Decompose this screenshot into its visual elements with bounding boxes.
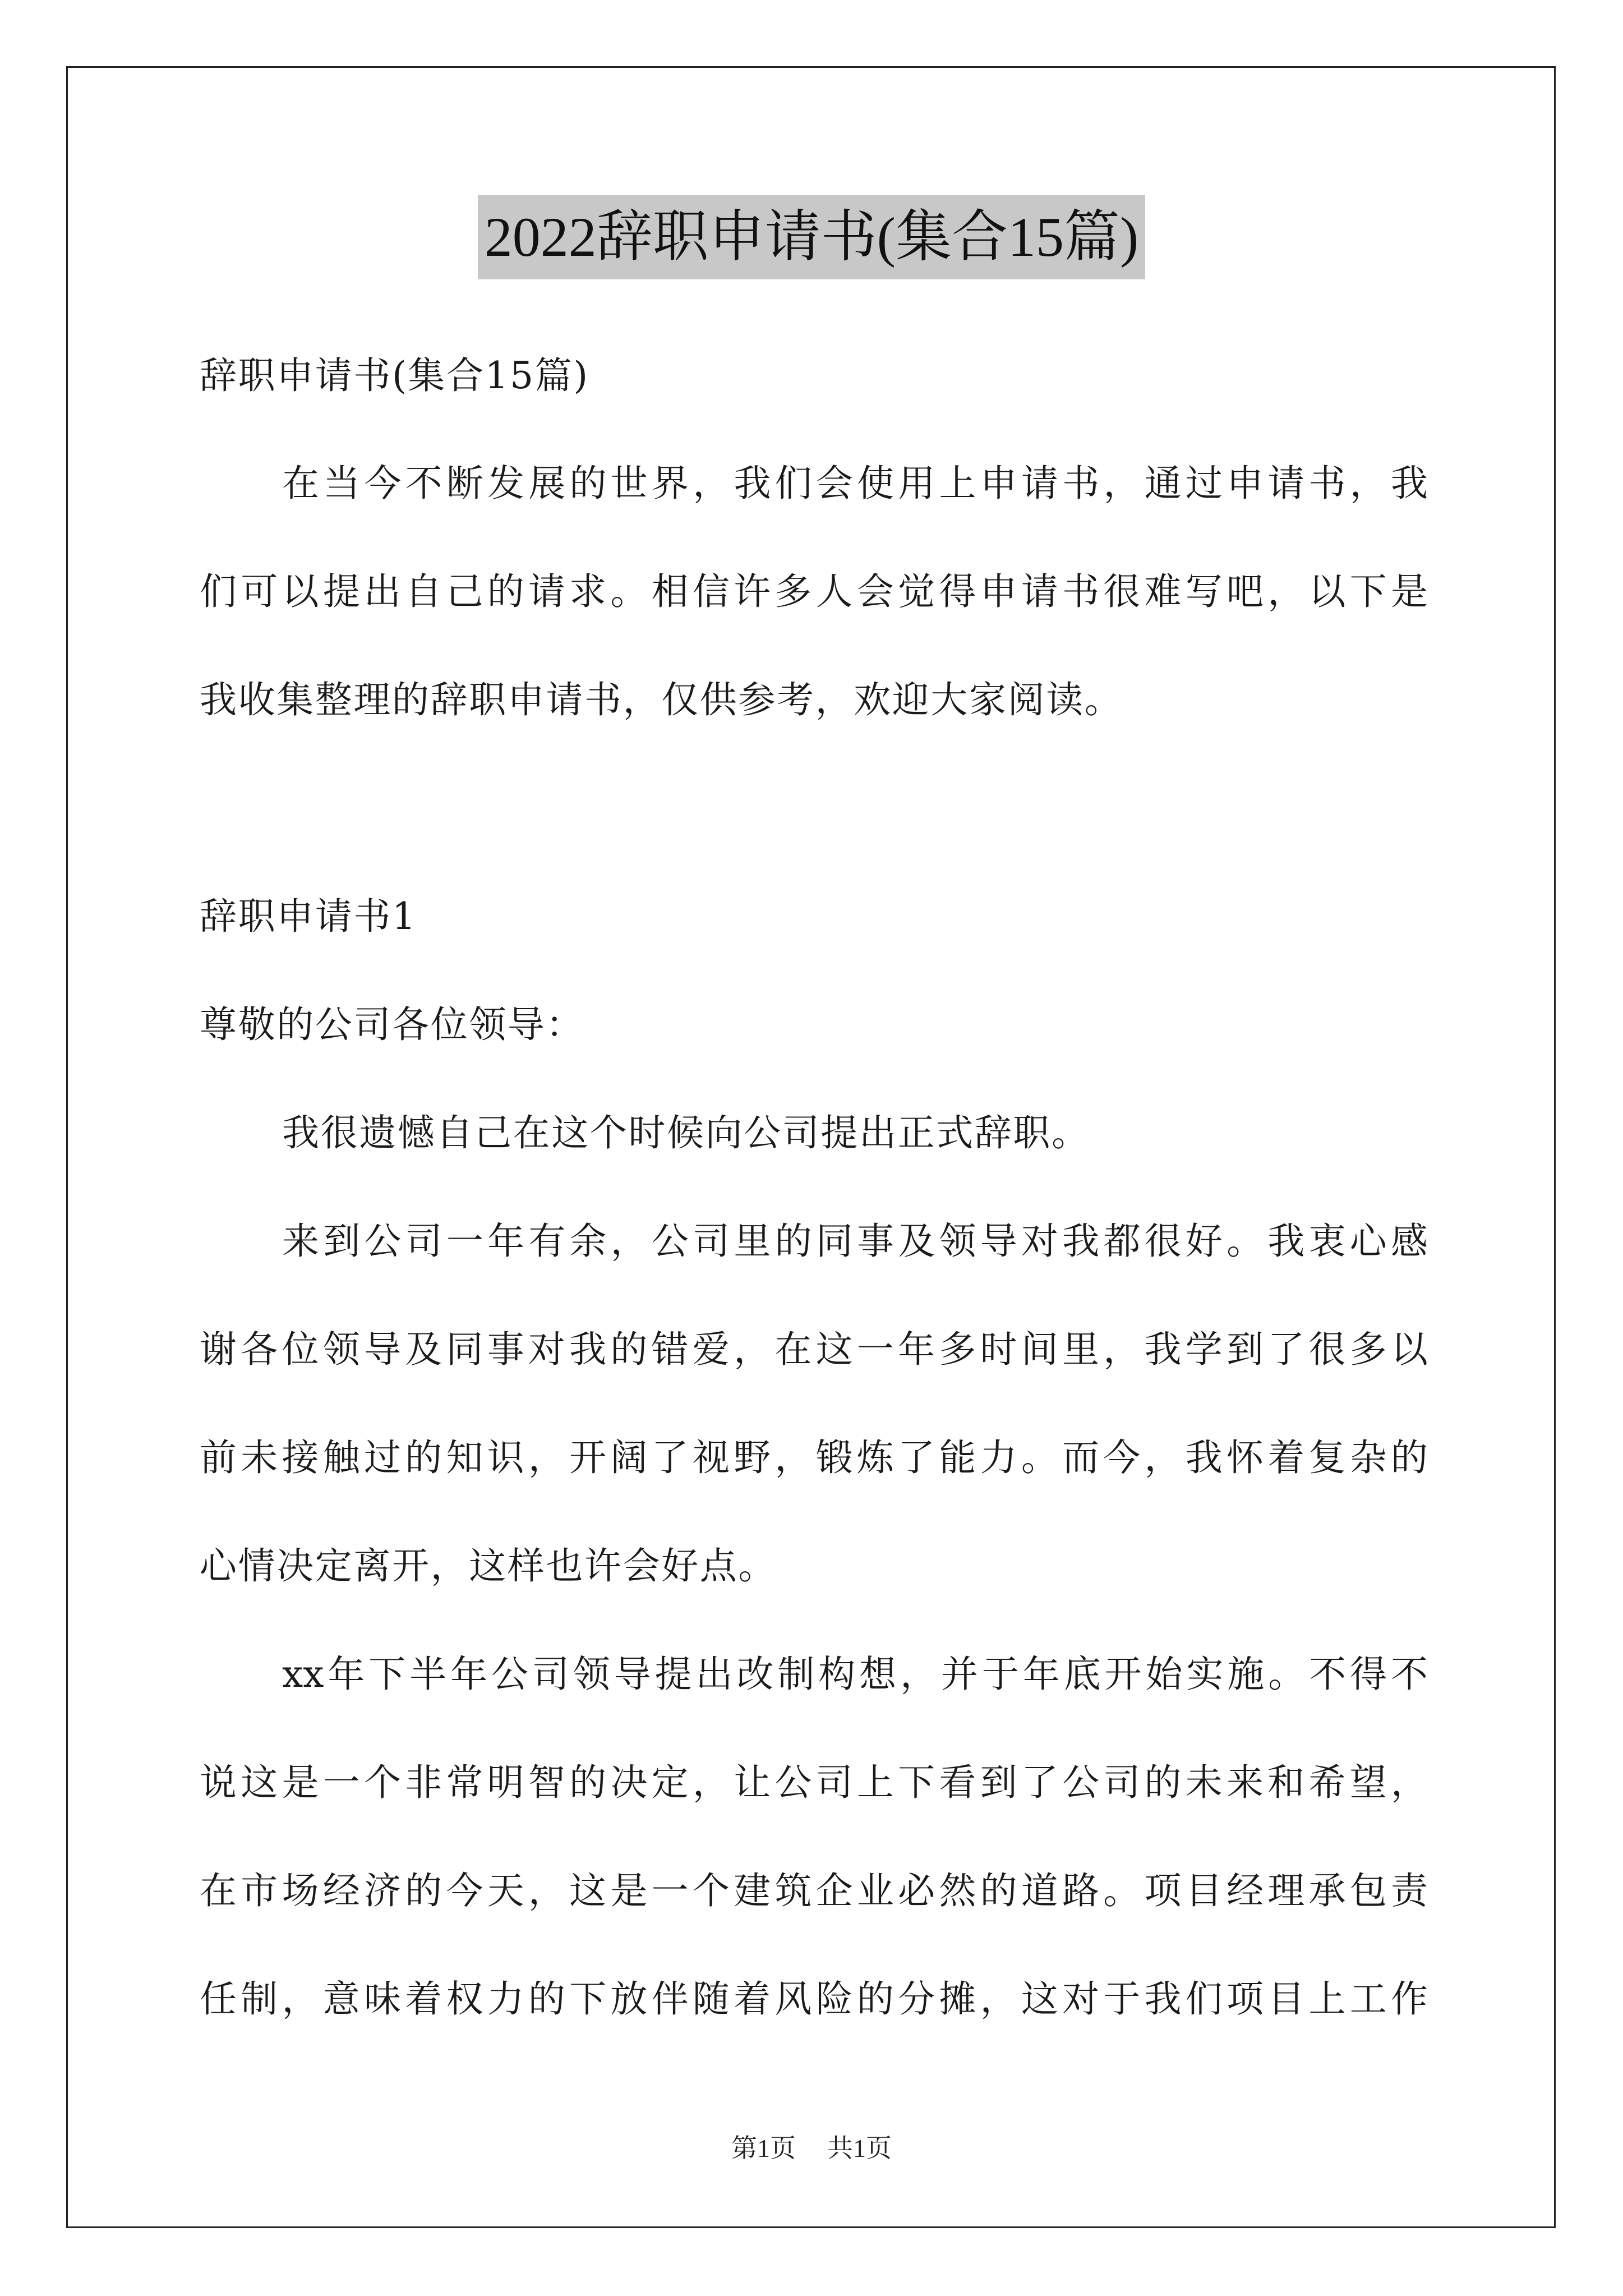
page-number: 第1页 — [731, 2134, 796, 2162]
intro-line-3: 我收集整理的辞职申请书，仅供参考，欢迎大家阅读。 — [200, 678, 1123, 721]
body-line-1: 我很遗憾自己在这个时候向公司提出正式辞职。 — [282, 1111, 1090, 1154]
title-container — [0, 195, 1623, 279]
document-title: 2022辞职申请书(集合15篇) — [478, 195, 1146, 279]
salutation: 尊敬的公司各位领导： — [200, 1003, 584, 1046]
body-line-7: 说这是一个非常明智的决定，让公司上下看到了公司的未来和希望， — [200, 1761, 1428, 1804]
intro-line-2: 们可以提出自己的请求。相信许多人会觉得申请书很难写吧，以下是 — [200, 570, 1428, 613]
body-line-6: xx年下半年公司领导提出改制构想，并于年底开始实施。不得不 — [282, 1653, 1428, 1696]
body-line-3: 谢各位领导及同事对我的错爱，在这一年多时间里，我学到了很多以 — [200, 1328, 1428, 1371]
body-line-8: 在市场经济的今天，这是一个建筑企业必然的道路。项目经理承包责 — [200, 1869, 1428, 1912]
body-line-4: 前未接触过的知识，开阔了视野，锻炼了能力。而今，我怀着复杂的 — [200, 1436, 1428, 1479]
section-title: 辞职申请书1 — [200, 895, 417, 938]
intro-line-1: 在当今不断发展的世界，我们会使用上申请书，通过申请书，我 — [282, 462, 1428, 505]
body-line-2: 来到公司一年有余，公司里的同事及领导对我都很好。我衷心感 — [282, 1220, 1428, 1263]
page-total: 共1页 — [827, 2134, 892, 2162]
body-line-5: 心情决定离开，这样也许会好点。 — [200, 1544, 777, 1588]
body-line-9: 任制，意味着权力的下放伴随着风险的分摊，这对于我们项目上工作 — [200, 1977, 1428, 2021]
subtitle: 辞职申请书(集合15篇) — [200, 354, 589, 397]
page-footer — [0, 2132, 1623, 2165]
